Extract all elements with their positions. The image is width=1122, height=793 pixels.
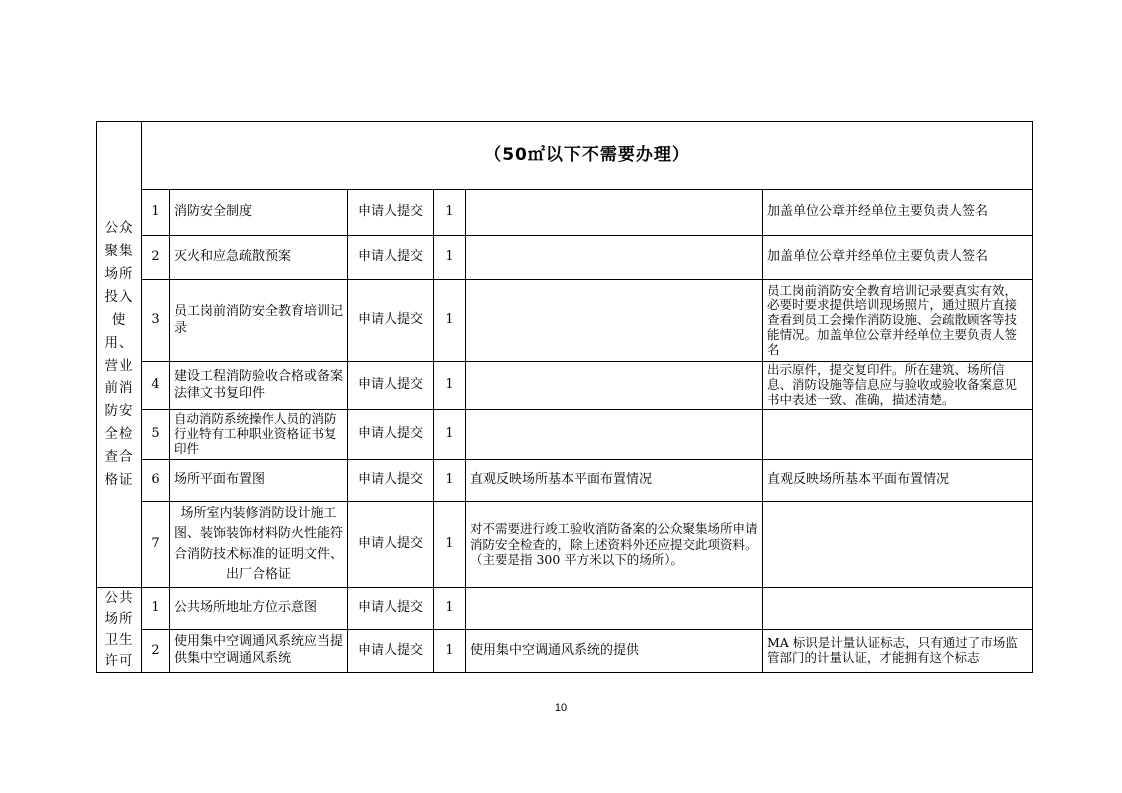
category-line: 许可: [104, 652, 134, 669]
submitter: 申请人提交: [348, 362, 434, 410]
submitter: 申请人提交: [348, 190, 434, 236]
row-number: 2: [142, 630, 170, 673]
requirement: [466, 362, 763, 410]
copies-count: 1: [434, 280, 466, 362]
table-row: [97, 588, 1033, 630]
requirement: [466, 236, 763, 280]
material-name: 员工岗前消防安全教育培训记录: [170, 280, 348, 362]
row-number: 1: [142, 588, 170, 630]
requirement: 直观反映场所基本平面布置情况: [466, 460, 763, 502]
copies-count: 1: [434, 588, 466, 630]
table-row: [97, 630, 1033, 673]
row-number: 2: [142, 236, 170, 280]
note: [763, 588, 1033, 630]
category-line: 营业: [104, 357, 134, 374]
material-name: 自动消防系统操作人员的消防行业特有工种职业资格证书复印件: [170, 410, 348, 460]
submitter: 申请人提交: [348, 588, 434, 630]
category-line: 聚集: [104, 242, 134, 259]
copies-count: 1: [434, 410, 466, 460]
row-number: 3: [142, 280, 170, 362]
category-line: 公众: [104, 219, 134, 236]
row-number: 6: [142, 460, 170, 502]
note: 出示原件，提交复印件。所在建筑、场所信息、消防设施等信息应与验收或验收备案意见书中表述一致、准确，描述清楚。: [763, 362, 1033, 410]
page-number: 10: [554, 702, 568, 714]
submitter: 申请人提交: [348, 460, 434, 502]
submitter: 申请人提交: [348, 236, 434, 280]
category-line: 前消: [104, 380, 134, 397]
materials-table: [96, 121, 1033, 673]
requirement: 对不需要进行竣工验收消防备案的公众聚集场所申请消防安全检查的，除上述资料外还应提交此项资料。（主要是指 300 平方米以下的场所）。: [466, 502, 763, 588]
copies-count: 1: [434, 502, 466, 588]
table-row: [97, 190, 1033, 236]
header-note: （50㎡以下不需要办理）: [142, 122, 1033, 190]
category-cell: [97, 122, 142, 588]
requirement: [466, 190, 763, 236]
note: MA 标识是计量认证标志，只有通过了市场监管部门的计量认证，才能拥有这个标志: [763, 630, 1033, 673]
note: [763, 502, 1033, 588]
material-name: 使用集中空调通风系统应当提供集中空调通风系统: [170, 630, 348, 673]
row-number: 7: [142, 502, 170, 588]
material-name: 灭火和应急疏散预案: [170, 236, 348, 280]
category-line: 用、: [104, 334, 134, 351]
requirement: [466, 588, 763, 630]
submitter: 申请人提交: [348, 280, 434, 362]
table-row: [97, 460, 1033, 502]
material-name: 场所平面布置图: [170, 460, 348, 502]
note: 直观反映场所基本平面布置情况: [763, 460, 1033, 502]
note: 加盖单位公章并经单位主要负责人签名: [763, 190, 1033, 236]
category-line: 格证: [104, 472, 134, 489]
category-line: 查合: [104, 449, 134, 466]
note: [763, 410, 1033, 460]
note: 员工岗前消防安全教育培训记录要真实有效，必要时要求提供培训现场照片，通过照片直接查看到员工会操作消防设施、会疏散顾客等技能情况。加盖单位公章并经单位主要负责人签名: [763, 280, 1033, 362]
material-name: 场所室内装修消防设计施工图、装饰装饰材料防火性能符合消防技术标准的证明文件、出厂合格证: [170, 502, 348, 588]
submitter: 申请人提交: [348, 502, 434, 588]
material-name: 公共场所地址方位示意图: [170, 588, 348, 630]
table-row: [97, 236, 1033, 280]
row-number: 4: [142, 362, 170, 410]
category-line: 公共: [104, 590, 134, 607]
copies-count: 1: [434, 630, 466, 673]
category-line: 场所: [104, 265, 134, 282]
requirement: [466, 410, 763, 460]
row-number: 5: [142, 410, 170, 460]
requirement: [466, 280, 763, 362]
category-line: 防安: [104, 403, 134, 420]
note: 加盖单位公章并经单位主要负责人签名: [763, 236, 1033, 280]
material-name: 建设工程消防验收合格或备案法律文书复印件: [170, 362, 348, 410]
row-number: 1: [142, 190, 170, 236]
category-line: 卫生: [104, 632, 134, 648]
submitter: 申请人提交: [348, 630, 434, 673]
category-cell: [97, 588, 142, 673]
material-name: 消防安全制度: [170, 190, 348, 236]
table-row: [97, 502, 1033, 588]
table-row: [97, 280, 1033, 362]
category-line: 投入: [104, 288, 134, 305]
table-row: [97, 362, 1033, 410]
category-line: 场所: [104, 611, 134, 628]
category-line: 全检: [104, 426, 134, 443]
copies-count: 1: [434, 236, 466, 280]
copies-count: 1: [434, 190, 466, 236]
category-line: 使: [111, 311, 127, 328]
header-row: [97, 122, 1033, 190]
table-row: [97, 410, 1033, 460]
submitter: 申请人提交: [348, 410, 434, 460]
copies-count: 1: [434, 362, 466, 410]
copies-count: 1: [434, 460, 466, 502]
requirement: 使用集中空调通风系统的提供: [466, 630, 763, 673]
